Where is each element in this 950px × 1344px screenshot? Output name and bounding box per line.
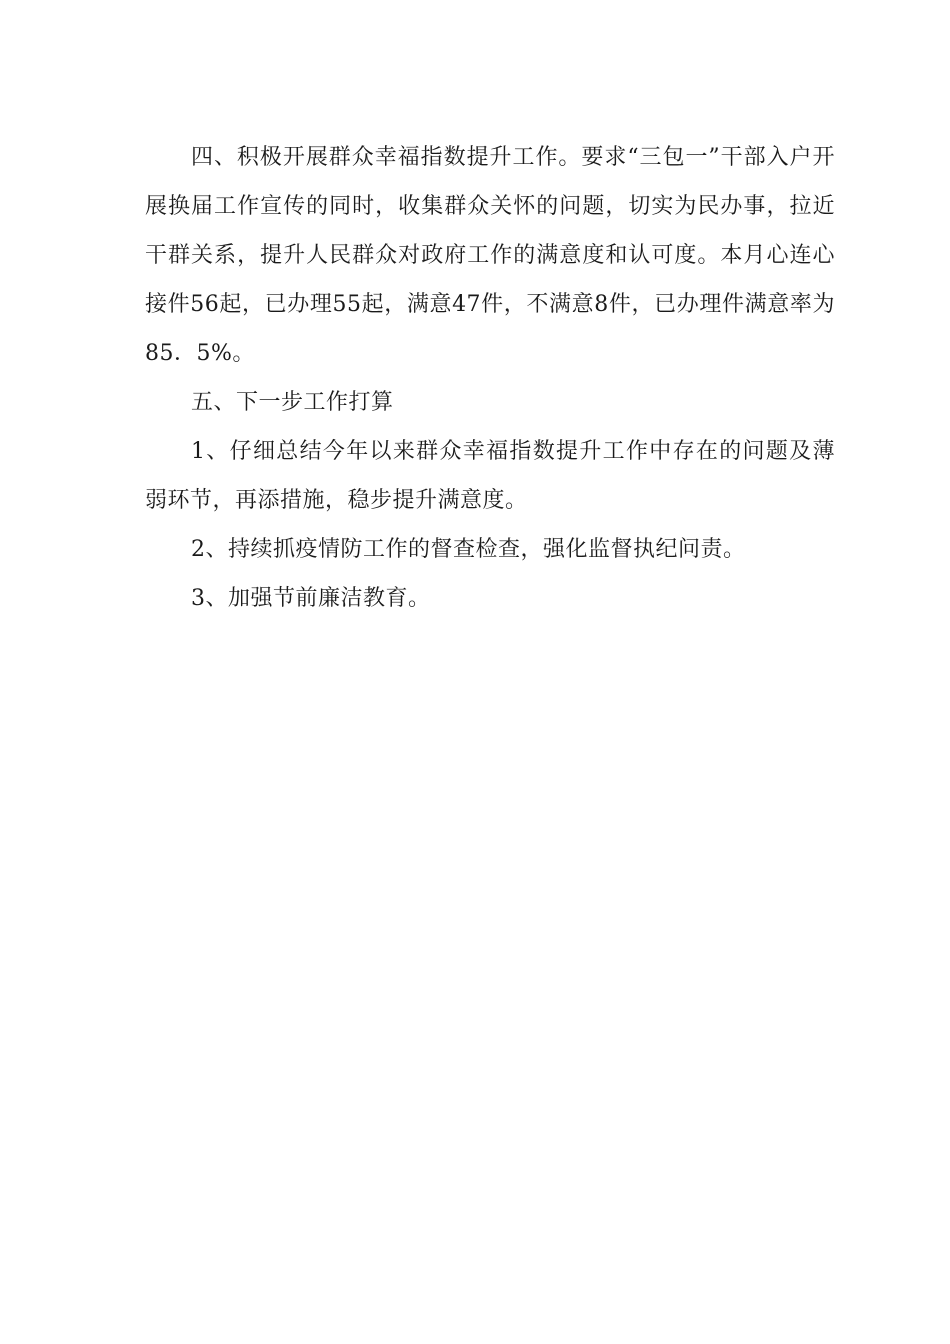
heading-next-steps: 五、下一步工作打算 [191,390,394,415]
list-item-summarize-issues: 1、仔细总结今年以来群众幸福指数提升工作中存在的问题及薄弱环节，再添措施，稳步提升满意度。 [145,439,835,513]
paragraph-happiness-index-work: 四、积极开展群众幸福指数提升工作。要求“三包一”干部入户开展换届工作宣传的同时，收集群众关怀的问题，切实为民办事，拉近干群关系，提升人民群众对政府工作的满意度和认可度。本月心连心接件56起，已办理55起，满意47件，不满意8件，已办理件满意率为85．5%。 [145,145,835,366]
document-body [145,133,835,623]
list-item-integrity-education: 3、加强节前廉洁教育。 [191,586,431,611]
list-item-epidemic-inspection: 2、持续抓疫情防工作的督查检查，强化监督执纪问责。 [191,537,746,562]
